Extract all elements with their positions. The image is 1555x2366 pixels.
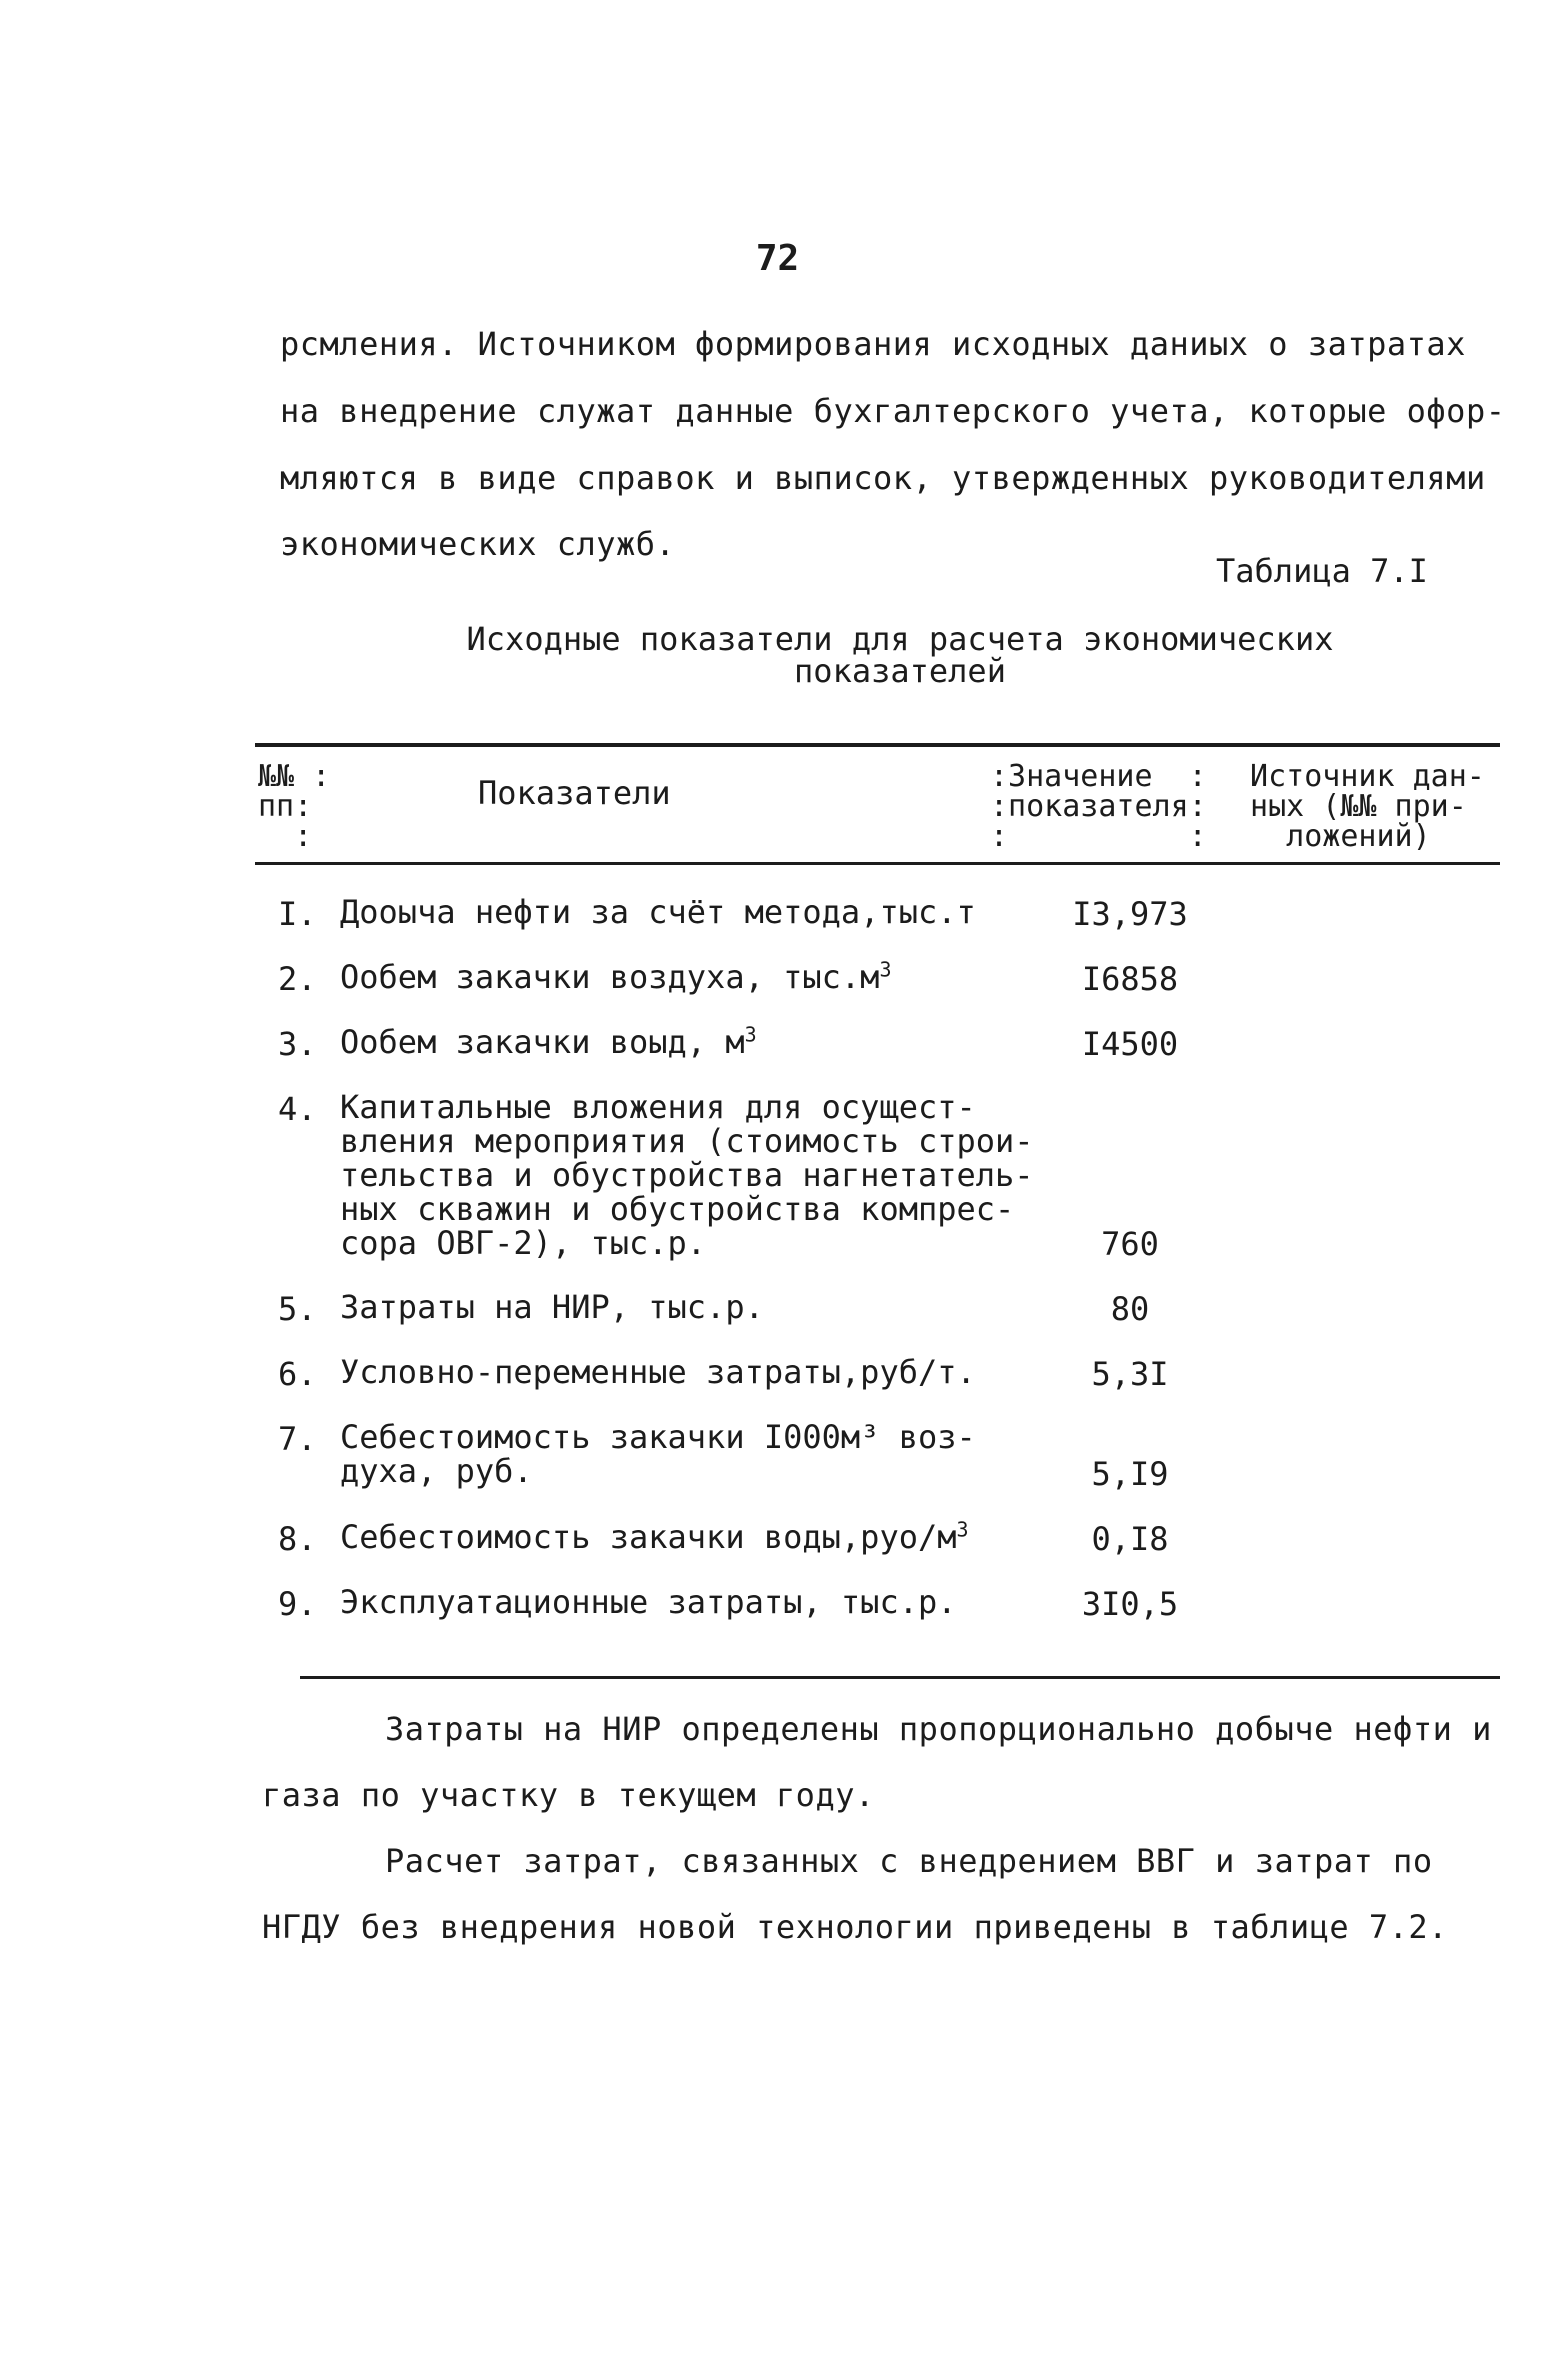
row-value: 5,I9 xyxy=(1091,1455,1169,1493)
intro-line-1: рсмления. Источником формирования исходных даниых о затратах xyxy=(280,325,1466,363)
row-indicator: Ообем закачки воыд, $м^3$ xyxy=(340,1022,757,1061)
row-indicator: Эксплуатационные затраты, тыс.р. xyxy=(340,1583,957,1621)
table-title xyxy=(300,620,1500,690)
table-header-rule xyxy=(255,862,1500,865)
header-indicator: Показатели xyxy=(478,774,671,812)
row-number: 2. xyxy=(278,960,317,998)
row-number: 3. xyxy=(278,1025,317,1063)
row-indicator: Себестоимость закачки I000м³ воз- духа, руб. xyxy=(340,1418,976,1490)
row-number: 8. xyxy=(278,1520,317,1558)
intro-line-3: мляются в виде справок и выписок, утвержденных руководителями xyxy=(280,459,1486,497)
row-value: 0,I8 xyxy=(1091,1520,1169,1558)
row-value: 760 xyxy=(1101,1225,1159,1263)
intro-line-4: экономических служб. xyxy=(280,525,676,563)
row-indicator: Затраты на НИР, тыс.р. xyxy=(340,1288,764,1326)
page-number: 72 xyxy=(755,238,800,279)
row-value: I3,973 xyxy=(1072,895,1188,933)
row-number: 4. xyxy=(278,1090,317,1128)
row-indicator: Дооыча нефти за счёт метода,тыс.т xyxy=(340,893,976,931)
header-source: Источник дан- ных (№№ при- ложений) xyxy=(1250,759,1485,854)
header-value: :Значение : :показателя: : : xyxy=(990,759,1207,854)
row-number: I. xyxy=(278,895,317,933)
table-label: Таблица 7.I xyxy=(1216,552,1428,590)
closing-line-4: НГДУ без внедрения новой технологии приведены в таблице 7.2. xyxy=(262,1908,1448,1946)
row-value: 3I0,5 xyxy=(1081,1585,1179,1623)
closing-line-2: газа по участку в текущем году. xyxy=(262,1776,875,1814)
row-value: I6858 xyxy=(1081,960,1179,998)
row-number: 5. xyxy=(278,1290,317,1328)
table-title-line-1: Исходные показатели для расчета экономических xyxy=(466,620,1334,658)
closing-line-3: Расчет затрат, связанных с внедрением ВВГ и затрат по xyxy=(385,1842,1433,1880)
row-number: 9. xyxy=(278,1585,317,1623)
row-number: 7. xyxy=(278,1420,317,1458)
table-title-line-2: показателей xyxy=(794,652,1006,690)
row-indicator: Себестоимость закачки $воды,руо/м^3$ xyxy=(340,1517,969,1556)
row-value: 80 xyxy=(1110,1290,1150,1328)
header-number: №№ : пп: : xyxy=(258,759,331,854)
row-value: I4500 xyxy=(1081,1025,1179,1063)
intro-line-2: на внедрение служат данные бухгалтерского учета, которые офор- xyxy=(280,392,1506,430)
table-bottom-rule xyxy=(300,1676,1500,1679)
row-indicator: Ообем закачки воздуха, $тыс.м^3$ xyxy=(340,957,892,996)
closing-line-1: Затраты на НИР определены пропорционально добыче нефти и xyxy=(385,1710,1492,1748)
row-value: 5,3I xyxy=(1091,1355,1169,1393)
row-indicator: Капитальные вложения для осущест- вления мероприятия (стоимость строи- тельства и обустройства нагнетатель- ных скважин и обустройства компрес- сора ОВГ-2), тыс.р. xyxy=(340,1088,1034,1262)
row-indicator: Условно-переменные затраты,руб/т. xyxy=(340,1353,976,1391)
table-top-rule xyxy=(255,743,1500,747)
row-number: 6. xyxy=(278,1355,317,1393)
